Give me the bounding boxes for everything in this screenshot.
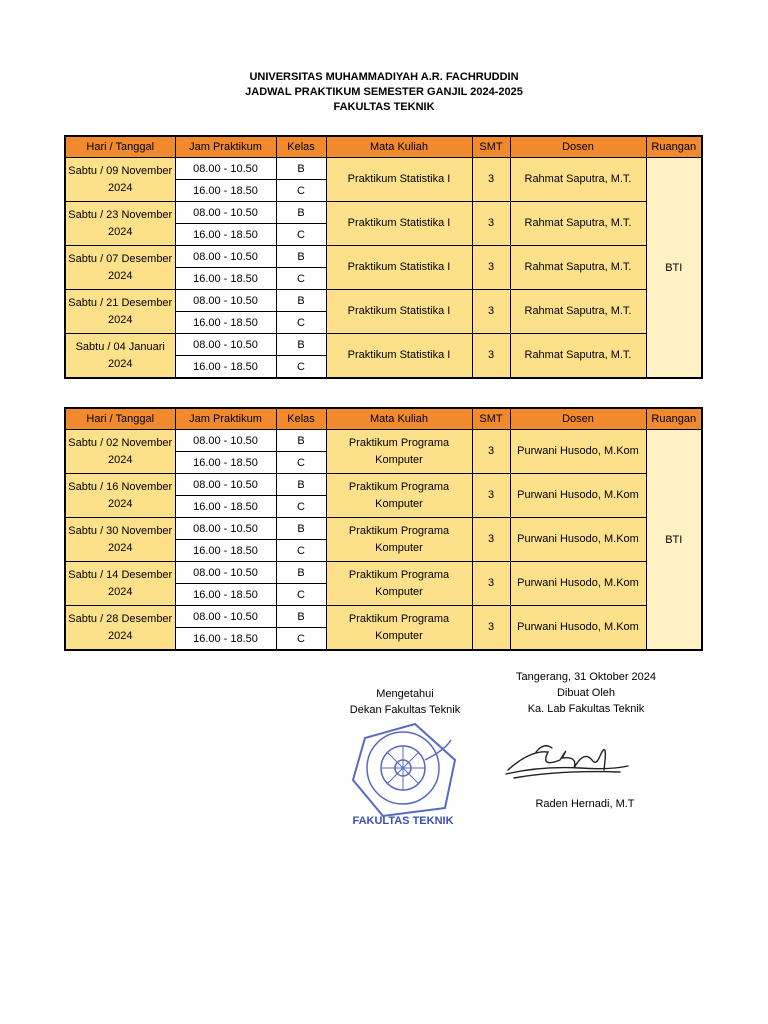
column-header: SMT (472, 408, 510, 430)
course-cell: Praktikum Programa Komputer (326, 562, 472, 606)
class-cell: C (276, 540, 326, 562)
class-cell: B (276, 202, 326, 224)
lecturer-cell: Rahmat Saputra, M.T. (510, 202, 646, 246)
table-header-row (65, 136, 702, 158)
time-cell: 08.00 - 10.50 (175, 334, 276, 356)
time-cell: 08.00 - 10.50 (175, 606, 276, 628)
time-cell: 16.00 - 18.50 (175, 224, 276, 246)
time-cell: 16.00 - 18.50 (175, 496, 276, 518)
table-row (65, 246, 702, 268)
class-cell: B (276, 606, 326, 628)
schedule-title: JADWAL PRAKTIKUM SEMESTER GANJIL 2024-2025 (245, 86, 523, 98)
lecturer-cell: Purwani Husodo, M.Kom (510, 606, 646, 651)
semester-cell: 3 (472, 518, 510, 562)
semester-cell: 3 (472, 474, 510, 518)
course-cell: Praktikum Programa Komputer (326, 430, 472, 474)
class-cell: C (276, 312, 326, 334)
class-cell: C (276, 496, 326, 518)
table-row (65, 562, 702, 584)
date-cell: Sabtu / 30 November 2024 (65, 518, 175, 562)
column-header: Kelas (276, 408, 326, 430)
class-cell: B (276, 430, 326, 452)
semester-cell: 3 (472, 290, 510, 334)
date-cell: Sabtu / 09 November 2024 (65, 158, 175, 202)
table-row (65, 430, 702, 452)
time-cell: 08.00 - 10.50 (175, 518, 276, 540)
lecturer-cell: Purwani Husodo, M.Kom (510, 474, 646, 518)
made-by-label: Dibuat Oleh (556, 687, 616, 699)
date-cell: Sabtu / 23 November 2024 (65, 202, 175, 246)
class-cell: C (276, 224, 326, 246)
time-cell: 16.00 - 18.50 (175, 628, 276, 651)
class-cell: B (276, 334, 326, 356)
handwritten-signature (500, 730, 635, 790)
time-cell: 08.00 - 10.50 (175, 158, 276, 180)
table-row (65, 202, 702, 224)
class-cell: C (276, 584, 326, 606)
time-cell: 08.00 - 10.50 (175, 290, 276, 312)
acknowledged-label: Mengetahui (376, 688, 434, 700)
table-row (65, 606, 702, 628)
time-cell: 16.00 - 18.50 (175, 356, 276, 379)
faculty-stamp (345, 720, 463, 832)
schedule-table-programa-komputer (64, 407, 703, 651)
signature-left-block (330, 686, 480, 718)
table-row (65, 518, 702, 540)
class-cell: C (276, 356, 326, 379)
lab-head-title: Ka. Lab Fakultas Teknik (527, 703, 645, 715)
university-name: UNIVERSITAS MUHAMMADIYAH A.R. FACHRUDDIN (249, 71, 519, 83)
date-cell: Sabtu / 02 November 2024 (65, 430, 175, 474)
semester-cell: 3 (472, 430, 510, 474)
course-cell: Praktikum Statistika I (326, 158, 472, 202)
time-cell: 08.00 - 10.50 (175, 562, 276, 584)
class-cell: C (276, 628, 326, 651)
column-header: Jam Praktikum (175, 136, 276, 158)
time-cell: 16.00 - 18.50 (175, 584, 276, 606)
time-cell: 16.00 - 18.50 (175, 540, 276, 562)
class-cell: B (276, 518, 326, 540)
course-cell: Praktikum Statistika I (326, 246, 472, 290)
time-cell: 16.00 - 18.50 (175, 268, 276, 290)
table-row (65, 158, 702, 180)
lab-head-name: Raden Hernadi, M.T (535, 798, 635, 810)
course-cell: Praktikum Programa Komputer (326, 474, 472, 518)
schedule-table-statistika (64, 135, 703, 379)
class-cell: B (276, 158, 326, 180)
stamp-text: FAKULTAS TEKNIK (352, 815, 454, 827)
table-row (65, 474, 702, 496)
lecturer-cell: Rahmat Saputra, M.T. (510, 334, 646, 379)
column-header: Hari / Tanggal (65, 408, 175, 430)
semester-cell: 3 (472, 158, 510, 202)
semester-cell: 3 (472, 246, 510, 290)
date-cell: Sabtu / 28 Desember 2024 (65, 606, 175, 651)
date-cell: Sabtu / 16 November 2024 (65, 474, 175, 518)
column-header: Mata Kuliah (326, 408, 472, 430)
date-cell: Sabtu / 14 Desember 2024 (65, 562, 175, 606)
column-header: Ruangan (646, 136, 702, 158)
class-cell: B (276, 246, 326, 268)
course-cell: Praktikum Statistika I (326, 202, 472, 246)
semester-cell: 3 (472, 606, 510, 651)
course-cell: Praktikum Statistika I (326, 334, 472, 379)
course-cell: Praktikum Programa Komputer (326, 606, 472, 651)
lecturer-cell: Rahmat Saputra, M.T. (510, 290, 646, 334)
time-cell: 08.00 - 10.50 (175, 202, 276, 224)
time-cell: 16.00 - 18.50 (175, 452, 276, 474)
lecturer-cell: Purwani Husodo, M.Kom (510, 562, 646, 606)
table-row (65, 334, 702, 356)
class-cell: B (276, 290, 326, 312)
column-header: Jam Praktikum (175, 408, 276, 430)
faculty-name: FAKULTAS TEKNIK (333, 101, 435, 113)
column-header: Hari / Tanggal (65, 136, 175, 158)
course-cell: Praktikum Statistika I (326, 290, 472, 334)
column-header: Mata Kuliah (326, 136, 472, 158)
lecturer-cell: Purwani Husodo, M.Kom (510, 430, 646, 474)
column-header: Dosen (510, 408, 646, 430)
column-header: SMT (472, 136, 510, 158)
class-cell: C (276, 180, 326, 202)
lecturer-cell: Rahmat Saputra, M.T. (510, 246, 646, 290)
table-header-row (65, 408, 702, 430)
class-cell: C (276, 268, 326, 290)
date-cell: Sabtu / 21 Desember 2024 (65, 290, 175, 334)
semester-cell: 3 (472, 334, 510, 379)
lecturer-cell: Rahmat Saputra, M.T. (510, 158, 646, 202)
signature-right-block (496, 669, 676, 717)
lecturer-cell: Purwani Husodo, M.Kom (510, 518, 646, 562)
class-cell: B (276, 474, 326, 496)
place-date: Tangerang, 31 Oktober 2024 (515, 671, 657, 683)
room-cell: BTI (646, 158, 702, 379)
semester-cell: 3 (472, 202, 510, 246)
class-cell: C (276, 452, 326, 474)
time-cell: 16.00 - 18.50 (175, 312, 276, 334)
time-cell: 16.00 - 18.50 (175, 180, 276, 202)
column-header: Ruangan (646, 408, 702, 430)
room-cell: BTI (646, 430, 702, 651)
semester-cell: 3 (472, 562, 510, 606)
date-cell: Sabtu / 04 Januari 2024 (65, 334, 175, 379)
time-cell: 08.00 - 10.50 (175, 430, 276, 452)
time-cell: 08.00 - 10.50 (175, 246, 276, 268)
column-header: Dosen (510, 136, 646, 158)
course-cell: Praktikum Programa Komputer (326, 518, 472, 562)
document-heading (0, 70, 768, 115)
date-cell: Sabtu / 07 Desember 2024 (65, 246, 175, 290)
time-cell: 08.00 - 10.50 (175, 474, 276, 496)
class-cell: B (276, 562, 326, 584)
table-row (65, 290, 702, 312)
column-header: Kelas (276, 136, 326, 158)
dean-title: Dekan Fakultas Teknik (349, 704, 461, 716)
